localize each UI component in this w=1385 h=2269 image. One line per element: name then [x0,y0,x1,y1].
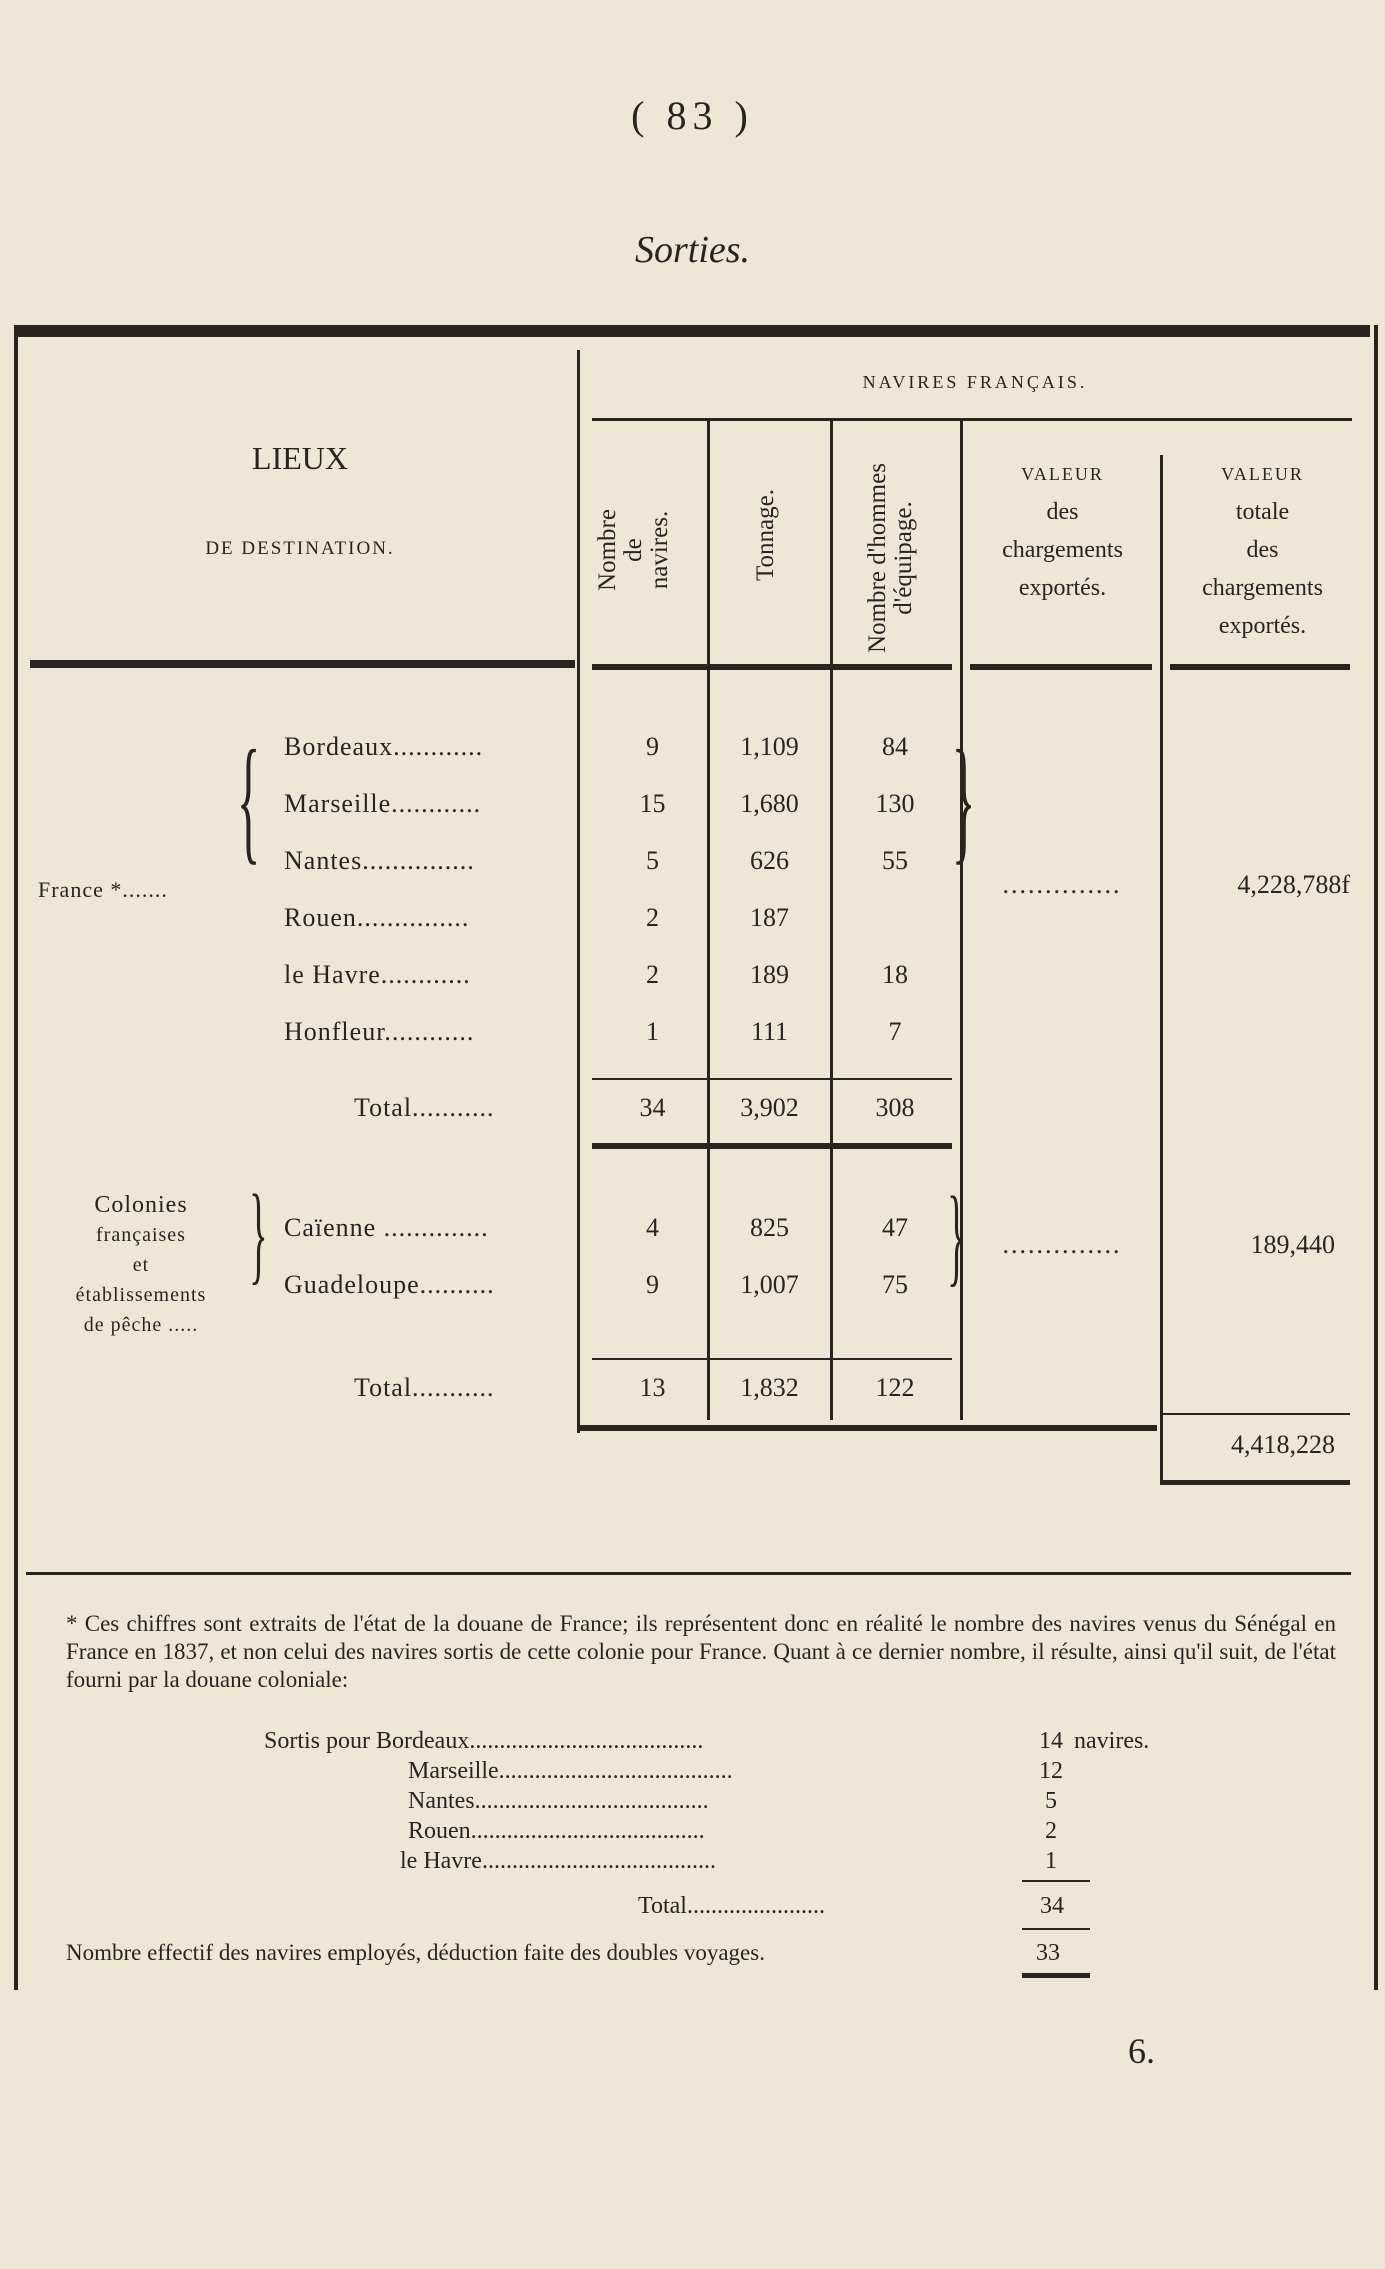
colonies-right-brace: } [947,1174,966,1296]
list-item-unit: navires. [1074,1728,1150,1754]
list-item-value: 1 [1045,1848,1057,1874]
list-item: Rouen....................................... [408,1818,705,1844]
france-valeur-totale: 4,228,788f [1237,870,1350,899]
list-item-value: 2 [1045,1818,1057,1844]
table-row: Bordeaux............ 9 1,109 84 [284,732,908,761]
table-row: Nantes............... 5 626 55 [284,846,908,875]
navires-rule [592,418,1352,421]
table-top-rule [14,325,1370,337]
footnote-text: * Ces chiffres sont extraits de l'état de la douane de France; ils représentent donc en réalité le nombre des navires venus du Sénégal en France en 1837, et non celui des navires sortis de cette colonie pour France. Quant à ce dernier nombre, il résulte, ainsi qu'il suit, de l'état fourni par la douane coloniale: [66,1611,1336,1692]
table-row: Marseille............ 15 1,680 130 [284,789,915,818]
list-item: le Havre....................................... [400,1848,716,1874]
header-rule-totale [1170,664,1350,670]
footnote-total-rule [1022,1880,1090,1882]
col-valeur-totale-header: VALEUR totale des chargements exportés. [1202,464,1323,639]
table-row: Guadeloupe.......... 9 1,007 75 [284,1270,908,1299]
grand-total: 4,418,228 [1231,1430,1335,1459]
signature-mark: 6. [1128,2031,1155,2071]
footnote-effectif-value: 33 [1036,1940,1060,1966]
col-nombre-header: Nombre de navires. [594,509,673,591]
destination-heading: DE DESTINATION. [205,538,395,559]
france-total-bottom-rule [592,1143,952,1149]
footnote-total-value: 34 [1040,1893,1064,1919]
list-item: Marseille....................................... [408,1758,733,1784]
section-title: Sorties. [634,229,751,271]
table-bottom-rule [577,1425,1157,1431]
col-valeur-header: VALEUR des chargements exportés. [1002,464,1123,601]
colonies-label: Colonies françaises et établissements de pêche ..... [75,1192,207,1336]
footnote-effectif-bottom-rule [1022,1973,1090,1978]
list-item: Sortis pour Bordeaux....................................... [264,1728,704,1754]
footnote-effectif-label: Nombre effectif des navires employés, déduction faite des doubles voyages. [66,1940,765,1965]
table-row: Rouen............... 2 187 [284,903,789,932]
col-equipage-header: Nombre d'hommes d'équipage. [864,463,917,653]
grand-total-top-rule [1160,1413,1350,1415]
france-valeur: .............. [1002,870,1122,899]
colonies-total-rule [592,1358,952,1360]
france-right-brace: } [951,722,976,877]
colonies-total-row: Total........... 13 1,832 122 [354,1373,915,1402]
footnote-effectif-rule [1022,1928,1090,1930]
list-item-value: 14 [1039,1728,1063,1754]
france-label: France *....... [38,877,168,902]
table-row: le Havre............ 2 189 18 [284,960,908,989]
grand-total-bottom-rule [1160,1480,1350,1485]
table-row: Caïenne .............. 4 825 47 [284,1213,908,1242]
footnote-rule [26,1572,1351,1575]
colonies-valeur: .............. [1002,1230,1122,1259]
col-tonnage-header: Tonnage. [752,489,779,581]
footnote-total-label: Total....................... [638,1893,825,1919]
navires-francais-heading: NAVIRES FRANÇAIS. [862,372,1088,392]
header-rule-valeur [970,664,1152,670]
france-total-row: Total........... 34 3,902 308 [354,1093,915,1122]
france-brace: { [236,722,261,877]
colonies-valeur-totale: 189,440 [1250,1230,1335,1259]
colonies-brace: } [249,1172,268,1294]
page-number: ( 83 ) [631,93,754,138]
table-row: Honfleur............ 1 111 7 [284,1017,902,1046]
list-item: Nantes....................................... [408,1788,709,1814]
lieux-heading: LIEUX [252,440,348,476]
france-total-rule [592,1078,952,1080]
header-rule-left [30,660,575,668]
list-item-value: 12 [1039,1758,1063,1784]
list-item-value: 5 [1045,1788,1057,1814]
